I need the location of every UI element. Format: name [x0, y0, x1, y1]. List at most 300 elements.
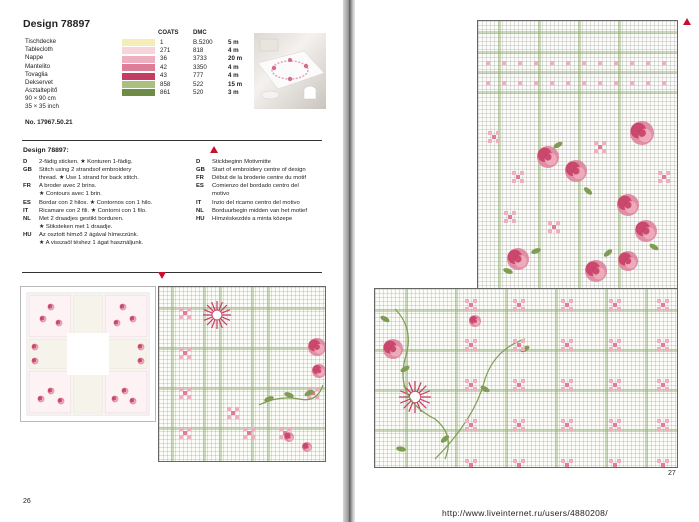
- cross-stitch-square: [243, 435, 247, 439]
- cross-stitch-square: [251, 435, 255, 439]
- cross-stitch-square: [609, 299, 613, 303]
- rose-petal: [625, 258, 631, 264]
- instruction-text: Stitch using 2 strandsof embroidery: [39, 167, 132, 174]
- yarn-coats-number: 36: [160, 55, 167, 63]
- cross-stitch-square: [666, 171, 670, 175]
- cross-stitch-square: [658, 171, 662, 175]
- cross-stitch-square: [630, 61, 634, 65]
- cross-stitch-square: [517, 383, 521, 387]
- rose-motif: [48, 304, 55, 311]
- language-code: HU: [196, 215, 205, 222]
- cross-stitch-square: [486, 61, 490, 65]
- start-marker-row: [196, 207, 336, 215]
- stitch-chart-left: [158, 286, 326, 462]
- cross-stitch-square: [565, 303, 569, 307]
- yarn-swatch: [122, 73, 155, 80]
- cross-stitch-square: [569, 379, 573, 383]
- cross-stitch-square: [512, 211, 516, 215]
- plaid-stripe: [645, 289, 648, 467]
- plaid-stripe: [478, 31, 677, 34]
- yarn-length: 15 m: [228, 80, 243, 88]
- start-marker-text: Stickbeginn Motivmitte: [212, 159, 271, 165]
- rose-motif: [122, 388, 129, 395]
- cross-stitch-square: [521, 307, 525, 311]
- product-name: Asztaltерítő: [25, 87, 58, 95]
- cross-stitch-square: [502, 61, 506, 65]
- yarn-dmc-number: 818: [193, 46, 204, 54]
- cross-stitch-square: [513, 387, 517, 391]
- cross-stitch-square: [569, 339, 573, 343]
- cross-stitch-square: [179, 435, 183, 439]
- plaid-stripe: [555, 289, 558, 467]
- start-marker-text: Hímzéskezdés a minta közepe: [212, 215, 293, 222]
- yarn-length: 20 m: [228, 55, 243, 63]
- leaf-motif: [502, 267, 513, 275]
- cross-stitch-square: [617, 339, 621, 343]
- rose-petal: [140, 360, 142, 362]
- rose-petal: [305, 445, 308, 448]
- instruction-text: ★ A visszaöl téshez 1 ágat használjunk.: [39, 240, 144, 246]
- vine-stem: [395, 309, 448, 459]
- rose-motif: [120, 304, 127, 311]
- rose-petal: [624, 201, 631, 208]
- rose-motif: [138, 358, 145, 365]
- instruction-row: [23, 190, 198, 198]
- cross-stitch-square: [613, 423, 617, 427]
- cross-stitch-square: [661, 383, 665, 387]
- cross-stitch-square: [550, 61, 554, 65]
- start-marker-text: Start of embroidery centre of design: [212, 167, 306, 174]
- cross-stitch-square: [561, 419, 565, 423]
- start-marker-text: Inzio del ricamo centro del motivo: [212, 199, 300, 206]
- cross-stitch-square: [614, 81, 618, 85]
- cross-stitch-square: [646, 81, 650, 85]
- rose-petal: [34, 360, 36, 362]
- cross-stitch-square: [488, 131, 492, 135]
- cross-stitch-square: [617, 347, 621, 351]
- cross-stitch-square: [657, 379, 661, 383]
- cross-stitch-square: [569, 299, 573, 303]
- product-name: Tablecloth: [25, 46, 53, 54]
- rose-petal: [140, 346, 142, 348]
- cross-stitch-square: [183, 431, 187, 435]
- cross-stitch-square: [569, 307, 573, 311]
- stitch-chart-right-bottom-motifs: [375, 289, 677, 467]
- cross-stitch-square: [561, 427, 565, 431]
- yarn-length: 4 m: [228, 46, 239, 54]
- language-code: FR: [23, 183, 31, 190]
- cross-stitch-square: [609, 427, 613, 431]
- stitch-chart-right-top-motifs: [478, 21, 677, 289]
- size-imperial: 35 × 35 inch: [25, 103, 59, 111]
- cross-stitch-square: [534, 61, 538, 65]
- cross-stitch-square: [613, 343, 617, 347]
- cross-stitch-square: [517, 303, 521, 307]
- rose-petal: [390, 346, 396, 352]
- rose-petal: [132, 400, 134, 402]
- cross-stitch-square: [582, 61, 586, 65]
- cross-stitch-square: [548, 221, 552, 225]
- language-code: ES: [23, 199, 31, 206]
- rose-motif: [56, 320, 63, 327]
- cross-stitch-square: [465, 387, 469, 391]
- cross-stitch-square: [513, 307, 517, 311]
- rose-petal: [544, 153, 551, 160]
- cross-stitch-square: [521, 379, 525, 383]
- cross-stitch-square: [661, 343, 665, 347]
- rose-petal: [122, 306, 124, 308]
- rose-motif: [32, 358, 39, 365]
- cross-stitch-square: [521, 387, 525, 391]
- cross-stitch-square: [665, 299, 669, 303]
- product-number: No. 17967.50.21: [25, 119, 73, 126]
- rose-motif: [635, 220, 657, 242]
- instructions-title: Design 78897:: [23, 147, 69, 154]
- cross-stitch-square: [469, 463, 473, 467]
- dmc-header: DMC: [193, 30, 207, 36]
- cross-stitch-square: [609, 307, 613, 311]
- cross-stitch-square: [520, 171, 524, 175]
- cross-stitch-square: [665, 427, 669, 431]
- plaid-stripe: [375, 429, 677, 432]
- cross-stitch-square: [566, 61, 570, 65]
- rose-motif: [130, 316, 137, 323]
- yarn-swatch: [122, 56, 155, 63]
- instruction-row: [23, 182, 198, 190]
- left-page: [0, 0, 346, 522]
- cross-stitch-square: [179, 427, 183, 431]
- cross-stitch-square: [598, 145, 602, 149]
- rose-motif: [284, 432, 294, 442]
- book-gutter: [343, 0, 355, 522]
- cross-stitch-square: [231, 411, 235, 415]
- product-name: Mantelito: [25, 62, 51, 70]
- cross-stitch-square: [657, 347, 661, 351]
- cross-stitch-square: [665, 307, 669, 311]
- instruction-text: ★ Stiksteken met 1 draadje.: [39, 223, 113, 230]
- yarn-coats-number: 1: [160, 38, 164, 46]
- plaid-stripe: [455, 289, 458, 467]
- yarn-coats-number: 858: [160, 80, 171, 88]
- instruction-row: [23, 223, 198, 231]
- rose-petal: [42, 318, 44, 320]
- cross-stitch-square: [465, 299, 469, 303]
- cross-stitch-square: [569, 459, 573, 463]
- start-marker-left-chart: [158, 272, 166, 279]
- leaf-motif: [603, 248, 614, 258]
- rose-petal: [572, 167, 579, 174]
- cross-stitch-square: [513, 299, 517, 303]
- cross-stitch-square: [287, 427, 291, 431]
- stitch-chart-right-bottom: [374, 288, 678, 468]
- cross-stitch-square: [521, 419, 525, 423]
- cross-stitch-square: [657, 339, 661, 343]
- rose-petal: [592, 267, 599, 274]
- cross-stitch-square: [473, 299, 477, 303]
- language-code: FR: [196, 175, 204, 182]
- cross-stitch-square: [473, 419, 477, 423]
- cross-stitch-square: [512, 219, 516, 223]
- rose-petal: [314, 344, 320, 350]
- cross-stitch-square: [565, 383, 569, 387]
- cross-stitch-square: [513, 379, 517, 383]
- cross-stitch-square: [561, 387, 565, 391]
- cross-stitch-square: [602, 149, 606, 153]
- cross-stitch-square: [465, 307, 469, 311]
- product-name: Tovaglia: [25, 70, 48, 78]
- tablecloth-photo-illustration: [254, 33, 326, 109]
- cross-stitch-square: [465, 347, 469, 351]
- start-marker-row: [196, 174, 336, 182]
- cross-stitch-square: [665, 419, 669, 423]
- cross-stitch-square: [473, 427, 477, 431]
- rose-motif: [469, 315, 481, 327]
- cross-stitch-square: [550, 81, 554, 85]
- plaid-stripe: [251, 287, 254, 461]
- start-marker-row: [196, 215, 336, 223]
- yarn-length: 5 m: [228, 38, 239, 46]
- cross-stitch-square: [496, 131, 500, 135]
- yarn-dmc-number: 777: [193, 72, 204, 80]
- cross-stitch-square: [561, 299, 565, 303]
- instruction-row: [23, 166, 198, 174]
- rose-petal: [638, 129, 646, 137]
- cross-stitch-square: [512, 179, 516, 183]
- cross-stitch-square: [617, 459, 621, 463]
- cross-stitch-square: [469, 343, 473, 347]
- watermark-url: http://www.liveinternet.ru/users/4880208/: [442, 508, 608, 518]
- cross-stitch-square: [521, 347, 525, 351]
- cross-stitch-square: [508, 215, 512, 219]
- start-marker-row: [196, 166, 336, 174]
- yarn-coats-number: 271: [160, 46, 171, 54]
- cross-stitch-square: [569, 427, 573, 431]
- yarn-dmc-number: 3350: [193, 63, 207, 71]
- cross-stitch-square: [183, 391, 187, 395]
- cross-stitch-square: [465, 427, 469, 431]
- cross-stitch-square: [665, 339, 669, 343]
- leaf-motif: [379, 314, 390, 323]
- plaid-stripe: [159, 387, 325, 390]
- start-marker-top: [683, 18, 691, 25]
- cross-stitch-square: [243, 427, 247, 431]
- start-marker-text: motivo: [212, 191, 230, 198]
- cross-stitch-square: [521, 459, 525, 463]
- cross-stitch-square: [662, 61, 666, 65]
- cross-stitch-square: [665, 379, 669, 383]
- instruction-row: [23, 199, 198, 207]
- cross-stitch-square: [646, 61, 650, 65]
- divider-top: [22, 140, 322, 141]
- cross-stitch-square: [513, 347, 517, 351]
- start-marker-text: Borduurbegin midden van het motief: [212, 207, 307, 214]
- rose-petal: [40, 398, 42, 400]
- cross-stitch-square: [473, 347, 477, 351]
- cross-stitch-square: [187, 315, 191, 319]
- cross-stitch-square: [183, 311, 187, 315]
- cross-stitch-square: [251, 427, 255, 431]
- start-marker-text: Début de la broderie centre du motif: [212, 175, 306, 182]
- plaid-stripe: [478, 91, 677, 94]
- cross-stitch-square: [473, 387, 477, 391]
- stitch-chart-left-motifs: [159, 287, 325, 461]
- cross-stitch-square: [518, 81, 522, 85]
- cross-stitch-square: [666, 179, 670, 183]
- cross-stitch-square: [569, 387, 573, 391]
- language-code: IT: [196, 199, 202, 206]
- cross-stitch-square: [617, 427, 621, 431]
- rose-motif: [383, 339, 403, 359]
- leaf-motif: [583, 186, 594, 196]
- layout-overview: [20, 286, 156, 422]
- yarn-coats-number: 42: [160, 63, 167, 71]
- rose-motif: [112, 396, 119, 403]
- cross-stitch-square: [473, 339, 477, 343]
- cross-stitch-square: [465, 419, 469, 423]
- rose-petal: [114, 398, 116, 400]
- instruction-row: [23, 158, 198, 166]
- language-code: D: [196, 159, 201, 165]
- instruction-text: Ricamare con 2 fili. ★ Contorni con 1 filo.: [39, 207, 147, 214]
- rose-motif: [138, 344, 145, 351]
- cross-stitch-square: [179, 355, 183, 359]
- cross-stitch-square: [569, 419, 573, 423]
- cross-stitch-square: [513, 427, 517, 431]
- yarn-swatch: [122, 47, 155, 54]
- rose-motif: [38, 396, 45, 403]
- cross-stitch-square: [609, 347, 613, 351]
- rose-motif: [32, 344, 39, 351]
- cross-stitch-square: [315, 387, 319, 391]
- cross-stitch-square: [657, 307, 661, 311]
- cross-stitch-square: [594, 141, 598, 145]
- cross-stitch-square: [609, 459, 613, 463]
- cross-stitch-square: [534, 81, 538, 85]
- cross-stitch-square: [469, 383, 473, 387]
- cross-stitch-square: [520, 179, 524, 183]
- cross-stitch-square: [179, 307, 183, 311]
- cross-stitch-square: [662, 81, 666, 85]
- cross-stitch-square: [613, 383, 617, 387]
- language-code: IT: [23, 207, 29, 214]
- start-marker-row: [196, 199, 336, 207]
- cross-stitch-square: [657, 427, 661, 431]
- plaid-stripe: [478, 71, 677, 74]
- cross-stitch-square: [602, 141, 606, 145]
- cross-stitch-square: [187, 347, 191, 351]
- layout-center: [67, 333, 109, 375]
- yarn-dmc-number: 520: [193, 88, 204, 96]
- yarn-swatch: [122, 39, 155, 46]
- cross-stitch-square: [662, 175, 666, 179]
- rose-petal: [124, 390, 126, 392]
- product-name-list: [25, 38, 57, 95]
- instruction-row: [23, 215, 198, 223]
- plaid-stripe: [171, 287, 174, 461]
- cross-stitch-square: [657, 459, 661, 463]
- cross-stitch-square: [518, 61, 522, 65]
- product-name: Nappe: [25, 54, 44, 62]
- start-marker-row: [196, 182, 336, 190]
- cross-stitch-square: [279, 427, 283, 431]
- yarn-length: 4 m: [228, 72, 239, 80]
- yarn-dmc-number: 3733: [193, 55, 207, 63]
- cross-stitch-square: [548, 229, 552, 233]
- instruction-text: Az osztott hímző 2 ágával hímezzünk.: [39, 231, 139, 238]
- rose-motif: [312, 364, 325, 378]
- instruction-text: thread. ★ Use 1 strand for back stitch.: [39, 175, 139, 182]
- yarn-dmc-number: B.5200: [193, 38, 213, 46]
- layout-overview-diagram: [21, 287, 155, 421]
- cross-stitch-square: [614, 61, 618, 65]
- language-code: GB: [196, 167, 205, 174]
- size-list: [25, 95, 59, 111]
- cross-stitch-square: [473, 379, 477, 383]
- cross-stitch-square: [512, 171, 516, 175]
- cross-stitch-square: [569, 347, 573, 351]
- cross-stitch-square: [469, 423, 473, 427]
- cross-stitch-square: [279, 435, 283, 439]
- rose-motif: [40, 316, 47, 323]
- cross-stitch-square: [617, 419, 621, 423]
- rose-petal: [50, 390, 52, 392]
- coats-header: COATS: [158, 30, 179, 36]
- plaid-stripe: [159, 427, 325, 430]
- instruction-text: Met 2 draadjes gestikt borduren.: [39, 215, 124, 222]
- cross-stitch-square: [521, 427, 525, 431]
- cross-stitch-square: [187, 387, 191, 391]
- yarn-swatch: [122, 64, 155, 71]
- cross-stitch-square: [617, 307, 621, 311]
- cross-stitch-square: [179, 347, 183, 351]
- language-code: HU: [23, 231, 32, 238]
- cross-stitch-square: [609, 379, 613, 383]
- cross-stitch-square: [665, 387, 669, 391]
- cross-stitch-square: [613, 463, 617, 467]
- cross-stitch-square: [517, 463, 521, 467]
- cross-stitch-square: [561, 459, 565, 463]
- rose-motif: [585, 260, 607, 282]
- start-marker-row: [196, 190, 336, 198]
- tablecloth-photo: [254, 33, 326, 109]
- cross-stitch-square: [617, 387, 621, 391]
- page-number-left: 26: [23, 498, 31, 505]
- cross-stitch-square: [235, 407, 239, 411]
- yarn-length: 3 m: [228, 88, 239, 96]
- cross-stitch-square: [183, 351, 187, 355]
- cross-stitch-square: [630, 81, 634, 85]
- cross-stitch-square: [658, 179, 662, 183]
- cross-stitch-square: [187, 395, 191, 399]
- cross-stitch-square: [661, 303, 665, 307]
- cross-stitch-square: [513, 339, 517, 343]
- rose-petal: [50, 306, 52, 308]
- cross-stitch-square: [609, 419, 613, 423]
- starburst-center: [212, 310, 222, 320]
- cross-stitch-square: [473, 459, 477, 463]
- rose-motif: [618, 251, 638, 271]
- plaid-stripe: [159, 307, 325, 310]
- cross-stitch-square: [465, 459, 469, 463]
- cross-stitch-square: [465, 339, 469, 343]
- plaid-stripe: [618, 21, 621, 289]
- leaf-motif: [648, 242, 659, 251]
- cross-stitch-square: [665, 347, 669, 351]
- size-metric: 90 × 90 cm: [25, 95, 56, 102]
- rose-motif: [630, 121, 654, 145]
- cross-stitch-square: [556, 221, 560, 225]
- cross-stitch-square: [582, 81, 586, 85]
